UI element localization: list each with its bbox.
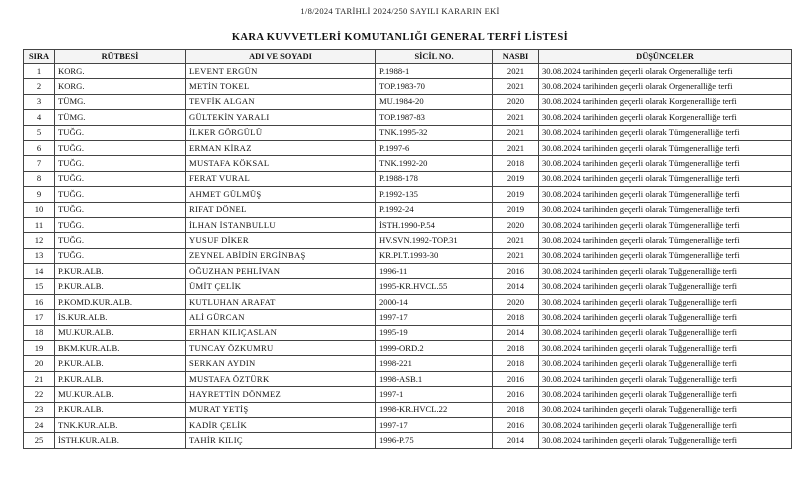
rank-cell: MU.KUR.ALB.: [55, 325, 186, 340]
name-cell: FERAT VURAL: [186, 171, 376, 186]
rank-cell: P.KUR.ALB.: [55, 371, 186, 386]
commission-year-cell: 2018: [493, 402, 539, 417]
name-cell: MUSTAFA KÖKSAL: [186, 156, 376, 171]
row-number: 5: [24, 125, 55, 140]
promotion-table: [23, 49, 792, 449]
row-number: 21: [24, 371, 55, 386]
table-row: [24, 325, 792, 340]
table-row: [24, 110, 792, 125]
rank-cell: TUĞG.: [55, 202, 186, 217]
column-header-nasbi: NASBI: [493, 50, 539, 64]
column-header-sira: SIRA: [24, 50, 55, 64]
name-cell: ERHAN KILIÇASLAN: [186, 325, 376, 340]
name-cell: OĞUZHAN PEHLİVAN: [186, 264, 376, 279]
remarks-cell: 30.08.2024 tarihinden geçerli olarak Tuğgeneralliğe terfi: [539, 433, 792, 448]
name-cell: ZEYNEL ABİDİN ERGİNBAŞ: [186, 248, 376, 263]
rank-cell: TUĞG.: [55, 140, 186, 155]
table-row: [24, 417, 792, 432]
registry-number-cell: 2000-14: [376, 294, 493, 309]
row-number: 22: [24, 387, 55, 402]
table-row: [24, 356, 792, 371]
row-number: 23: [24, 402, 55, 417]
commission-year-cell: 2016: [493, 387, 539, 402]
table-row: [24, 140, 792, 155]
name-cell: YUSUF DİKER: [186, 233, 376, 248]
commission-year-cell: 2020: [493, 217, 539, 232]
registry-number-cell: TOP.1983-70: [376, 79, 493, 94]
registry-number-cell: İSTH.1990-P.54: [376, 217, 493, 232]
commission-year-cell: 2021: [493, 110, 539, 125]
remarks-cell: 30.08.2024 tarihinden geçerli olarak Tuğgeneralliğe terfi: [539, 341, 792, 356]
row-number: 8: [24, 171, 55, 186]
name-cell: GÜLTEKİN YARALI: [186, 110, 376, 125]
commission-year-cell: 2019: [493, 187, 539, 202]
remarks-cell: 30.08.2024 tarihinden geçerli olarak Tuğgeneralliğe terfi: [539, 279, 792, 294]
name-cell: METİN TOKEL: [186, 79, 376, 94]
registry-number-cell: P.1992-24: [376, 202, 493, 217]
remarks-cell: 30.08.2024 tarihinden geçerli olarak Orgeneralliğe terfi: [539, 64, 792, 79]
remarks-cell: 30.08.2024 tarihinden geçerli olarak Tümgeneralliğe terfi: [539, 156, 792, 171]
registry-number-cell: P.1997-6: [376, 140, 493, 155]
table-row: [24, 94, 792, 109]
registry-number-cell: TNK.1992-20: [376, 156, 493, 171]
rank-cell: P.KOMD.KUR.ALB.: [55, 294, 186, 309]
rank-cell: TNK.KUR.ALB.: [55, 417, 186, 432]
commission-year-cell: 2016: [493, 371, 539, 386]
remarks-cell: 30.08.2024 tarihinden geçerli olarak Tümgeneralliğe terfi: [539, 248, 792, 263]
commission-year-cell: 2020: [493, 294, 539, 309]
rank-cell: MU.KUR.ALB.: [55, 387, 186, 402]
name-cell: İLKER GÖRGÜLÜ: [186, 125, 376, 140]
table-row: [24, 156, 792, 171]
registry-number-cell: P.1992-135: [376, 187, 493, 202]
rank-cell: BKM.KUR.ALB.: [55, 341, 186, 356]
table-row: [24, 79, 792, 94]
row-number: 25: [24, 433, 55, 448]
commission-year-cell: 2016: [493, 417, 539, 432]
column-header-rutbe: RÜTBESİ: [55, 50, 186, 64]
table-row: [24, 248, 792, 263]
row-number: 24: [24, 417, 55, 432]
table-row: [24, 64, 792, 79]
remarks-cell: 30.08.2024 tarihinden geçerli olarak Tuğgeneralliğe terfi: [539, 325, 792, 340]
registry-number-cell: KR.PI.T.1993-30: [376, 248, 493, 263]
row-number: 4: [24, 110, 55, 125]
commission-year-cell: 2019: [493, 202, 539, 217]
name-cell: TUNCAY ÖZKUMRU: [186, 341, 376, 356]
commission-year-cell: 2021: [493, 125, 539, 140]
rank-cell: İS.KUR.ALB.: [55, 310, 186, 325]
remarks-cell: 30.08.2024 tarihinden geçerli olarak Tümgeneralliğe terfi: [539, 125, 792, 140]
rank-cell: P.KUR.ALB.: [55, 402, 186, 417]
commission-year-cell: 2021: [493, 79, 539, 94]
remarks-cell: 30.08.2024 tarihinden geçerli olarak Tümgeneralliğe terfi: [539, 187, 792, 202]
remarks-cell: 30.08.2024 tarihinden geçerli olarak Korgeneralliğe terfi: [539, 110, 792, 125]
row-number: 16: [24, 294, 55, 309]
commission-year-cell: 2014: [493, 325, 539, 340]
table-row: [24, 171, 792, 186]
row-number: 15: [24, 279, 55, 294]
remarks-cell: 30.08.2024 tarihinden geçerli olarak Tuğgeneralliğe terfi: [539, 387, 792, 402]
rank-cell: TUĞG.: [55, 217, 186, 232]
decision-annex-header: 1/8/2024 TARİHLİ 2024/250 SAYILI KARARIN EKİ: [300, 6, 500, 16]
table-row: [24, 264, 792, 279]
remarks-cell: 30.08.2024 tarihinden geçerli olarak Tümgeneralliğe terfi: [539, 202, 792, 217]
row-number: 17: [24, 310, 55, 325]
name-cell: ÜMİT ÇELİK: [186, 279, 376, 294]
name-cell: SERKAN AYDIN: [186, 356, 376, 371]
registry-number-cell: P.1988-178: [376, 171, 493, 186]
row-number: 12: [24, 233, 55, 248]
registry-number-cell: TNK.1995-32: [376, 125, 493, 140]
rank-cell: KORG.: [55, 79, 186, 94]
row-number: 11: [24, 217, 55, 232]
column-header-dusunceler: DÜŞÜNCELER: [539, 50, 792, 64]
remarks-cell: 30.08.2024 tarihinden geçerli olarak Tuğgeneralliğe terfi: [539, 417, 792, 432]
commission-year-cell: 2021: [493, 248, 539, 263]
name-cell: TEVFİK ALGAN: [186, 94, 376, 109]
registry-number-cell: 1997-17: [376, 310, 493, 325]
table-row: [24, 202, 792, 217]
remarks-cell: 30.08.2024 tarihinden geçerli olarak Tümgeneralliğe terfi: [539, 233, 792, 248]
table-row: [24, 217, 792, 232]
commission-year-cell: 2019: [493, 171, 539, 186]
remarks-cell: 30.08.2024 tarihinden geçerli olarak Orgeneralliğe terfi: [539, 79, 792, 94]
table-row: [24, 371, 792, 386]
name-cell: ALİ GÜRCAN: [186, 310, 376, 325]
row-number: 9: [24, 187, 55, 202]
row-number: 10: [24, 202, 55, 217]
remarks-cell: 30.08.2024 tarihinden geçerli olarak Tuğgeneralliğe terfi: [539, 356, 792, 371]
name-cell: MURAT YETİŞ: [186, 402, 376, 417]
registry-number-cell: HV.SVN.1992-TOP.31: [376, 233, 493, 248]
rank-cell: TÜMG.: [55, 110, 186, 125]
remarks-cell: 30.08.2024 tarihinden geçerli olarak Tuğgeneralliğe terfi: [539, 294, 792, 309]
registry-number-cell: 1995-19: [376, 325, 493, 340]
rank-cell: TUĞG.: [55, 187, 186, 202]
header-row: [24, 50, 792, 64]
name-cell: MUSTAFA ÖZTÜRK: [186, 371, 376, 386]
row-number: 1: [24, 64, 55, 79]
table-row: [24, 310, 792, 325]
registry-number-cell: 1999-ORD.2: [376, 341, 493, 356]
name-cell: AHMET GÜLMÜŞ: [186, 187, 376, 202]
name-cell: RIFAT DÖNEL: [186, 202, 376, 217]
row-number: 6: [24, 140, 55, 155]
commission-year-cell: 2016: [493, 264, 539, 279]
registry-number-cell: 1998-221: [376, 356, 493, 371]
registry-number-cell: 1995-KR.HVCL.55: [376, 279, 493, 294]
table-row: [24, 279, 792, 294]
remarks-cell: 30.08.2024 tarihinden geçerli olarak Tümgeneralliğe terfi: [539, 217, 792, 232]
name-cell: KUTLUHAN ARAFAT: [186, 294, 376, 309]
registry-number-cell: 1997-17: [376, 417, 493, 432]
commission-year-cell: 2014: [493, 433, 539, 448]
registry-number-cell: 1997-1: [376, 387, 493, 402]
column-header-sicil-no: SİCİL NO.: [376, 50, 493, 64]
rank-cell: TUĞG.: [55, 233, 186, 248]
commission-year-cell: 2020: [493, 94, 539, 109]
rank-cell: KORG.: [55, 64, 186, 79]
commission-year-cell: 2018: [493, 341, 539, 356]
name-cell: HAYRETTİN DÖNMEZ: [186, 387, 376, 402]
table-row: [24, 187, 792, 202]
row-number: 7: [24, 156, 55, 171]
remarks-cell: 30.08.2024 tarihinden geçerli olarak Tümgeneralliğe terfi: [539, 171, 792, 186]
table-body: [24, 64, 792, 449]
commission-year-cell: 2018: [493, 310, 539, 325]
name-cell: LEVENT ERGÜN: [186, 64, 376, 79]
rank-cell: TUĞG.: [55, 171, 186, 186]
commission-year-cell: 2014: [493, 279, 539, 294]
table-row: [24, 433, 792, 448]
rank-cell: TÜMG.: [55, 94, 186, 109]
registry-number-cell: MU.1984-20: [376, 94, 493, 109]
table-header: [24, 50, 792, 64]
commission-year-cell: 2018: [493, 356, 539, 371]
name-cell: ERMAN KİRAZ: [186, 140, 376, 155]
row-number: 3: [24, 94, 55, 109]
remarks-cell: 30.08.2024 tarihinden geçerli olarak Tuğgeneralliğe terfi: [539, 264, 792, 279]
remarks-cell: 30.08.2024 tarihinden geçerli olarak Tuğgeneralliğe terfi: [539, 310, 792, 325]
document-title: KARA KUVVETLERİ KOMUTANLIĞI GENERAL TERFİ LİSTESİ: [231, 32, 569, 43]
rank-cell: TUĞG.: [55, 125, 186, 140]
commission-year-cell: 2018: [493, 156, 539, 171]
row-number: 14: [24, 264, 55, 279]
rank-cell: TUĞG.: [55, 248, 186, 263]
rank-cell: P.KUR.ALB.: [55, 356, 186, 371]
remarks-cell: 30.08.2024 tarihinden geçerli olarak Tuğgeneralliğe terfi: [539, 402, 792, 417]
table-row: [24, 294, 792, 309]
row-number: 2: [24, 79, 55, 94]
commission-year-cell: 2021: [493, 64, 539, 79]
rank-cell: İSTH.KUR.ALB.: [55, 433, 186, 448]
registry-number-cell: 1996-11: [376, 264, 493, 279]
remarks-cell: 30.08.2024 tarihinden geçerli olarak Tümgeneralliğe terfi: [539, 140, 792, 155]
registry-number-cell: TOP.1987-83: [376, 110, 493, 125]
registry-number-cell: 1998-ASB.1: [376, 371, 493, 386]
name-cell: TAHİR KILIÇ: [186, 433, 376, 448]
table-row: [24, 125, 792, 140]
registry-number-cell: 1996-P.75: [376, 433, 493, 448]
name-cell: KADİR ÇELİK: [186, 417, 376, 432]
row-number: 19: [24, 341, 55, 356]
name-cell: İLHAN İSTANBULLU: [186, 217, 376, 232]
registry-number-cell: P.1988-1: [376, 64, 493, 79]
table-row: [24, 387, 792, 402]
column-header-ad-soyad: ADI VE SOYADI: [186, 50, 376, 64]
rank-cell: P.KUR.ALB.: [55, 279, 186, 294]
table-row: [24, 341, 792, 356]
table-row: [24, 233, 792, 248]
rank-cell: P.KUR.ALB.: [55, 264, 186, 279]
rank-cell: TUĞG.: [55, 156, 186, 171]
commission-year-cell: 2021: [493, 233, 539, 248]
row-number: 20: [24, 356, 55, 371]
remarks-cell: 30.08.2024 tarihinden geçerli olarak Tuğgeneralliğe terfi: [539, 371, 792, 386]
registry-number-cell: 1998-KR.HVCL.22: [376, 402, 493, 417]
table-row: [24, 402, 792, 417]
remarks-cell: 30.08.2024 tarihinden geçerli olarak Korgeneralliğe terfi: [539, 94, 792, 109]
row-number: 13: [24, 248, 55, 263]
commission-year-cell: 2021: [493, 140, 539, 155]
row-number: 18: [24, 325, 55, 340]
